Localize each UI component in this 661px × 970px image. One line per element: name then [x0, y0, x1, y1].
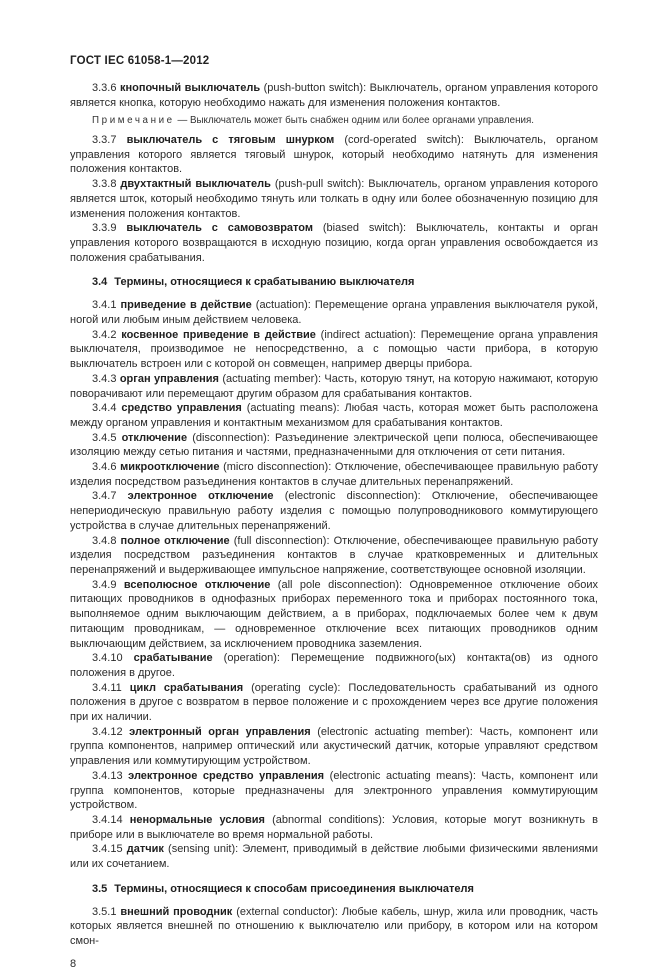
definition-term: средство управления	[121, 402, 242, 415]
section-heading-text: Термины, относящиеся к срабатыванию выключателя	[114, 276, 415, 289]
definition-paragraph	[70, 681, 598, 725]
definition-paragraph	[70, 489, 598, 533]
definition-text: (electronic actuating member): Часть, компонент или группа компонентов, например оптический или акустический датчик, которые управляют средством управления или коммутирующим устройством.	[70, 725, 598, 768]
definition-term: срабатывание	[133, 652, 213, 665]
definition-text: (abnormal conditions): Условия, которые могут возникнуть в приборе или в выключателе во время нормальной работы.	[70, 813, 598, 841]
definition-number: 3.4.12	[92, 725, 123, 738]
definition-paragraph	[70, 298, 598, 327]
definition-text: (all pole disconnection): Одновременное отключение обоих питающих проводников в однофазных приборах переменного тока и приборах постоянного тока, выполняемое одним выключающим действием, а в приборах, подключаемых более чем к двум питающим проводникам, — одновременное отключение всех питающих проводников одним выключающим действием, за исключением проводника заземления.	[70, 578, 598, 650]
section-heading	[70, 882, 598, 896]
definition-number: 3.3.9	[92, 222, 117, 235]
definition-text: (actuating means): Любая часть, которая может быть расположена между органом управления и контактным механизмом для срабатывания контактов.	[70, 402, 598, 429]
definition-text: (indirect actuation): Перемещение органа управления выключателя, производимое не непосредственно, а с помощью части прибора, в которую выключатель встроен или с которой он совмещен, например дверцы прибора.	[70, 328, 599, 371]
definition-text: (operation): Перемещение подвижного(ых) контакта(ов) из одного положения в другое.	[70, 652, 598, 679]
definition-term: электронное средство управления	[128, 769, 325, 782]
section-heading	[70, 275, 598, 289]
definition-text: (operating cycle): Последовательность срабатываний из одного положения в другое с возвратом в первое положение и с прохождением через все другие положения при их наличии.	[70, 681, 598, 724]
definition-paragraph	[70, 769, 598, 813]
definition-term: всеполюсное отключение	[123, 578, 271, 591]
note-label: Примечание	[92, 115, 175, 127]
definition-term: кнопочный выключатель	[119, 82, 261, 94]
definition-text: (push-button switch): Выключатель, органом управления которого является кнопка, которую необходимо нажать для изменения положения контактов.	[70, 82, 598, 109]
definition-number: 3.4.4	[92, 402, 117, 415]
definition-term: косвенное приведение в действие	[121, 328, 316, 341]
definition-number: 3.4.13	[92, 769, 123, 782]
definition-text: (micro disconnection): Отключение, обеспечивающее правильную работу изделия посредством разъединения контактов в случае длительных перенапряжений.	[70, 461, 599, 488]
definition-paragraph	[70, 905, 598, 949]
definition-paragraph	[70, 813, 598, 842]
definition-number: 3.4.1	[92, 299, 117, 312]
definition-term: датчик	[126, 843, 164, 856]
definition-paragraph	[70, 221, 598, 265]
definition-text: (actuating member): Часть, которую тянут, на которую нажимают, которую поворачивают или перемещают другим образом для срабатывания контактов.	[70, 372, 598, 400]
definition-number: 3.4.9	[92, 578, 117, 591]
definition-term: орган управления	[119, 372, 219, 385]
definition-term: электронный орган управления	[129, 725, 311, 738]
definition-number: 3.4.6	[92, 461, 117, 474]
definition-number: 3.3.7	[92, 134, 117, 146]
definition-text: (external conductor): Любые кабель, шнур, жила или проводник, часть которых является внешней по отношению к выключателю или прибору, в котором или на котором смон-	[70, 905, 598, 948]
definition-number: 3.4.5	[92, 431, 117, 444]
definition-text: (electronic disconnection): Отключение, обеспечивающее непериодическую правильную работу изделия с помощью полупроводникового коммутирующего устройства в случае длительных перенапряжений.	[70, 490, 598, 532]
page-number: 8	[70, 957, 77, 970]
definition-paragraph	[70, 460, 598, 489]
definition-paragraph	[70, 534, 598, 578]
definition-term: выключатель с самовозвратом	[126, 222, 313, 235]
definition-text: (actuation): Перемещение органа управления выключателя рукой, ногой или любым иным действием человека.	[70, 299, 598, 327]
definition-text: (cord-operated switch): Выключатель, органом управления которого является тяговый шнурок, который необходимо натянуть для изменения положения контактов.	[70, 134, 599, 176]
definition-number: 3.4.7	[92, 490, 117, 503]
definition-term: цикл срабатывания	[129, 681, 244, 694]
definition-paragraph	[70, 842, 598, 871]
definition-text: (push-pull switch): Выключатель, органом управления которого является шток, который необходимо тянуть или толкать в одну или более обозначенную позицию для изменения положения контактов.	[70, 178, 598, 220]
definition-number: 3.3.6	[92, 82, 117, 94]
definition-term: двухтактный выключатель	[120, 178, 271, 191]
section-heading-number: 3.4	[92, 276, 108, 289]
running-header: ГОСТ IEC 61058-1—2012	[70, 55, 210, 67]
definition-paragraph	[70, 328, 598, 372]
definition-text: (electronic actuating means): Часть, компонент или группа компонентов, которые предназначены для электронного управления коммутирующим устройством.	[70, 769, 599, 812]
definition-number: 3.3.8	[92, 178, 117, 191]
definition-text: (sensing unit): Элемент, приводимый в действие любыми физическими явлениями или их сочетанием.	[70, 843, 598, 871]
definition-paragraph	[70, 651, 598, 680]
definition-text: (biased switch): Выключатель, контакты и орган управления которого возвращаются в исходную позицию, когда орган управления освобождается из положения срабатывания.	[70, 222, 599, 264]
definition-term: микроотключение	[120, 461, 220, 474]
definition-number: 3.4.14	[92, 813, 123, 826]
definition-paragraph	[70, 133, 598, 177]
definition-paragraph	[70, 177, 598, 221]
definition-number: 3.4.10	[92, 652, 123, 665]
definition-paragraph	[70, 401, 598, 430]
definition-term: электронное отключение	[127, 490, 274, 503]
definition-term: полное отключение	[120, 534, 230, 547]
definition-term: ненормальные условия	[129, 813, 265, 826]
definition-term: выключатель с тяговым шнурком	[126, 134, 335, 146]
definition-text: (full disconnection): Отключение, обеспечивающее правильную работу изделия посредством разъединения контактов в случае кратковременных и длительных перенапряжений и выдерживающее импульсное напряжение, соответствующее основной изоляции.	[70, 534, 598, 576]
definition-paragraph	[70, 578, 598, 652]
definition-paragraph	[70, 431, 598, 460]
definition-paragraph	[70, 81, 598, 110]
section-heading-text: Термины, относящиеся к способам присоединения выключателя	[114, 882, 474, 895]
definition-term: отключение	[121, 431, 188, 444]
note-paragraph	[70, 115, 598, 128]
definition-number: 3.4.15	[92, 843, 123, 856]
definition-number: 3.4.2	[92, 328, 117, 341]
definition-term: приведение в действие	[120, 299, 252, 312]
section-heading-number: 3.5	[92, 882, 108, 895]
note-text: — Выключатель может быть снабжен одним или более органами управления.	[177, 115, 534, 127]
definition-term: внешний проводник	[120, 905, 233, 918]
definition-number: 3.4.11	[92, 681, 122, 694]
definition-paragraph	[70, 372, 598, 401]
definition-number: 3.5.1	[92, 905, 117, 918]
definition-paragraph	[70, 725, 598, 769]
document-body	[70, 81, 598, 949]
definition-number: 3.4.3	[92, 372, 117, 385]
definition-text: (disconnection): Разъединение электрической цепи полюса, обеспечивающее изоляцию между сетью питания и частями, предназначенными для отключения от сети питания.	[70, 431, 599, 459]
definition-number: 3.4.8	[92, 534, 117, 547]
